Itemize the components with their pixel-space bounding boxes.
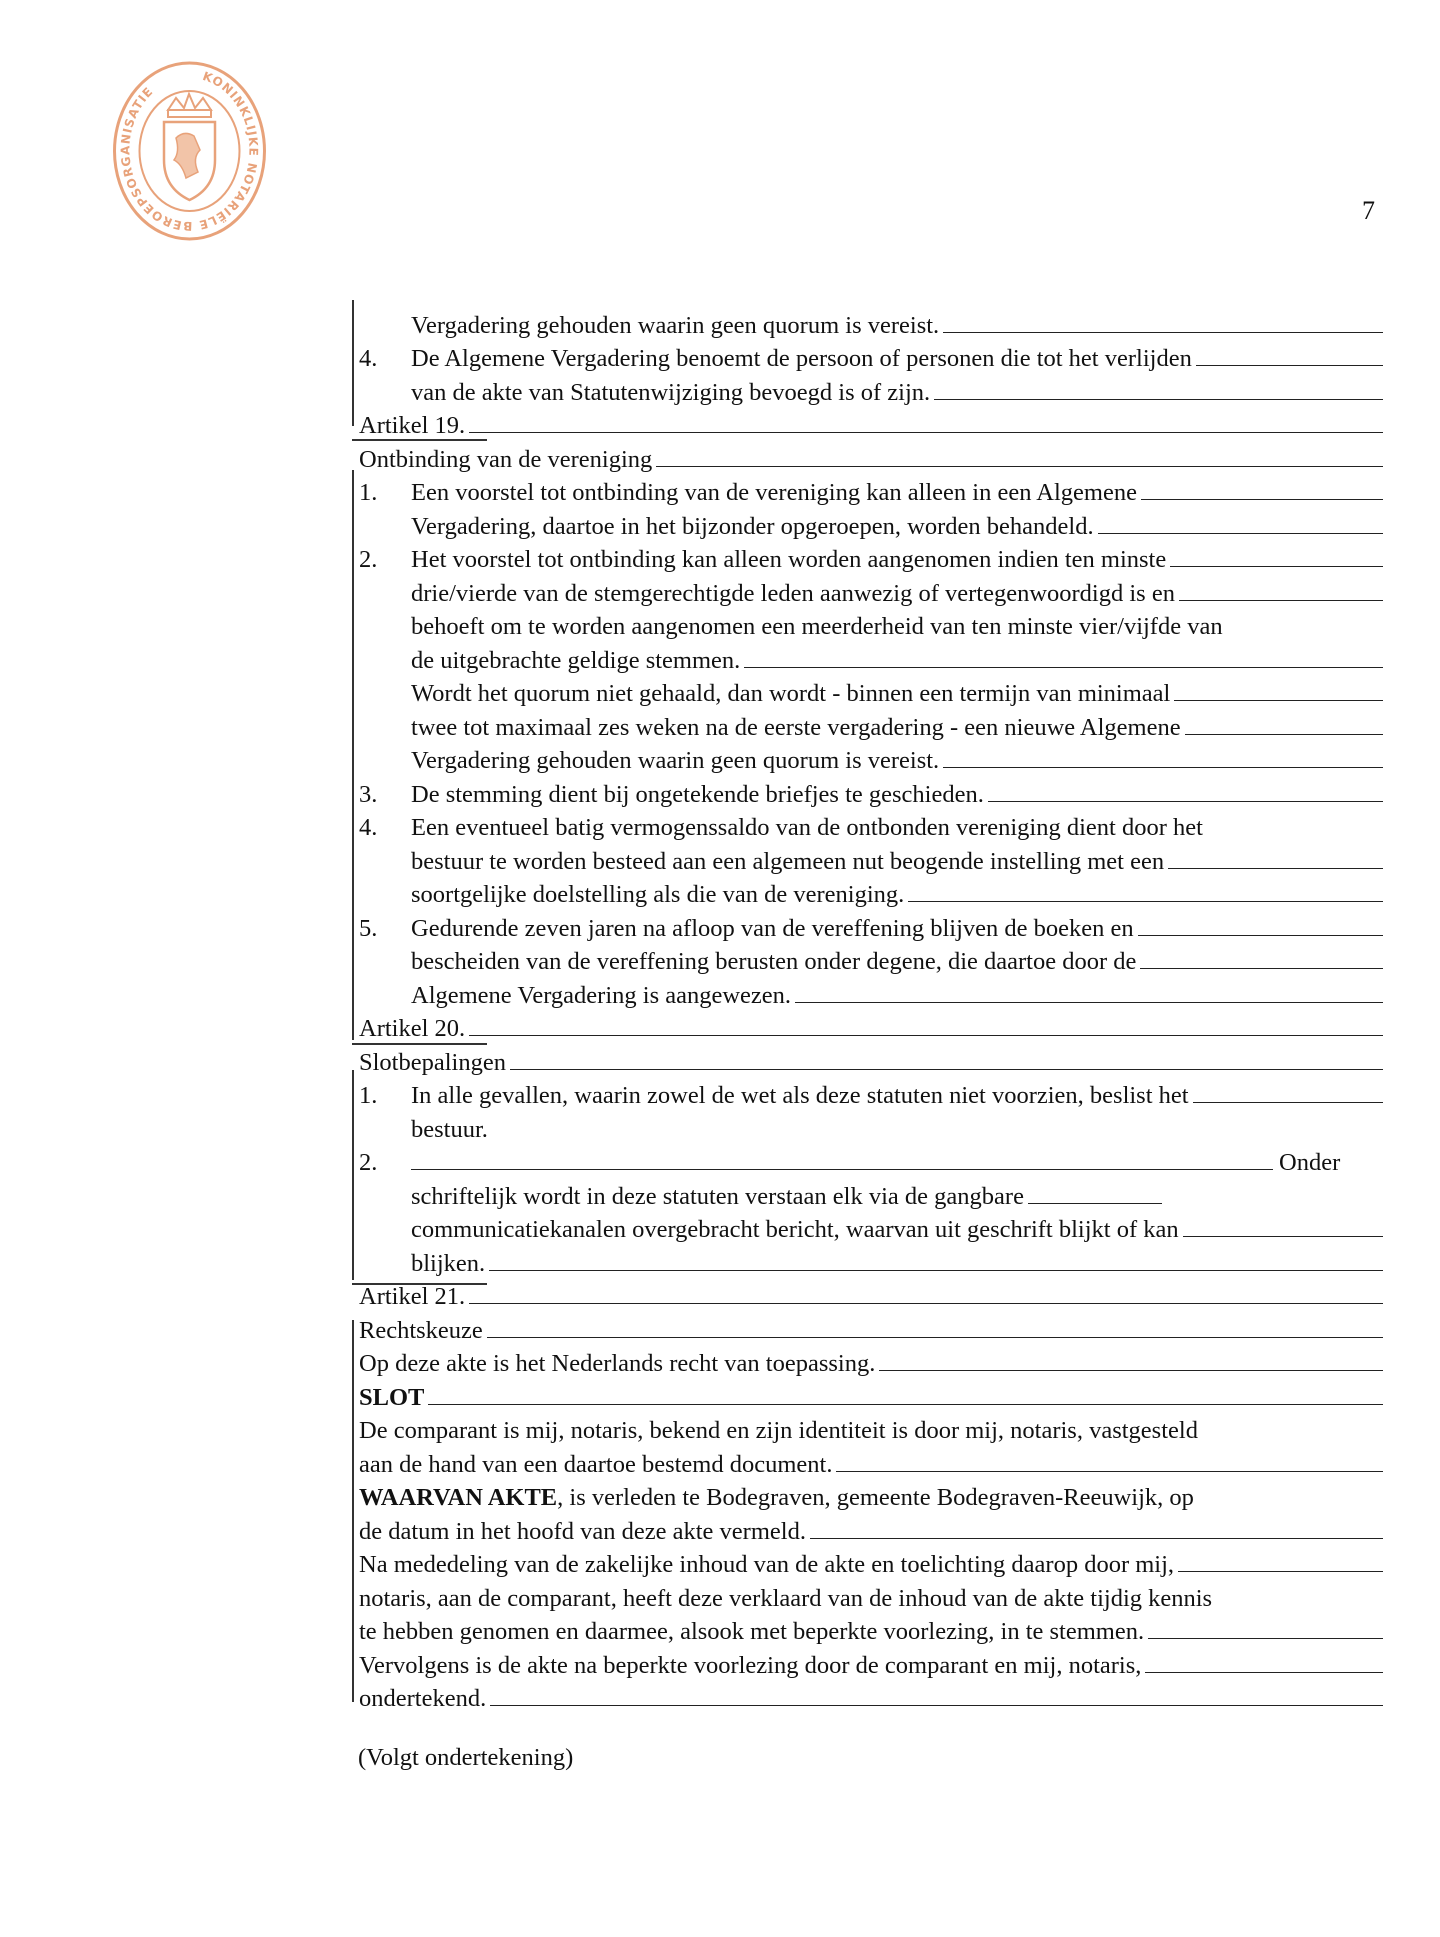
deed-body [355, 306, 1383, 1713]
text-line: Vergadering gehouden waarin geen quorum is vereist. [355, 306, 1383, 340]
text-line: WAARVAN AKTE, is verleden te Bodegraven, gemeente Bodegraven-Reeuwijk, op [359, 1484, 1194, 1511]
text-line: blijken. [355, 1244, 1383, 1278]
text-line: bescheiden van de vereffening berusten onder degene, die daartoe door de [355, 943, 1383, 977]
text-line: de datum in het hoofd van deze akte vermeld. [355, 1512, 1383, 1546]
text-line: 2. Het voorstel tot ontbinding kan alleen worden aangenomen indien ten minste [355, 541, 1383, 575]
text-line: 2. Onder [359, 1149, 1341, 1176]
text-line: 4. Een eventueel batig vermogenssaldo van de ontbonden vereniging dient door het [359, 814, 1203, 841]
text-line: De comparant is mij, notaris, bekend en zijn identiteit is door mij, notaris, vastgesteld [359, 1417, 1198, 1444]
text-line: 1. Een voorstel tot ontbinding van de vereniging kan alleen in een Algemene [355, 474, 1383, 508]
text-line: 4. De Algemene Vergadering benoemt de persoon of personen die tot het verlijden [355, 340, 1383, 374]
text-line: Vervolgens is de akte na beperkte voorlezing door de comparant en mij, notaris, [355, 1646, 1383, 1680]
text-line: soortgelijke doelstelling als die van de vereniging. [355, 876, 1383, 910]
text-line: 1. In alle gevallen, waarin zowel de wet als deze statuten niet voorzien, beslist het [355, 1077, 1383, 1111]
text-line: van de akte van Statutenwijziging bevoegd is of zijn. [355, 373, 1383, 407]
text-line: aan de hand van een daartoe bestemd document. [355, 1445, 1383, 1479]
section-heading: Rechtskeuze [355, 1311, 1383, 1345]
text-line: Wordt het quorum niet gehaald, dan wordt - binnen een termijn van minimaal [355, 675, 1383, 709]
text-line: ondertekend. [355, 1680, 1383, 1714]
article-heading: Artikel 19. [355, 407, 1383, 441]
section-heading: Slotbepalingen [355, 1043, 1383, 1077]
text-line: te hebben genomen en daarmee, alsook met beperkte voorlezing, in te stemmen. [355, 1613, 1383, 1647]
section-heading: Ontbinding van de vereniging [355, 440, 1383, 474]
section-heading: SLOT [355, 1378, 1383, 1412]
text-line: communicatiekanalen overgebracht bericht, waarvan uit geschrift blijkt of kan [355, 1211, 1383, 1245]
text-line: Op deze akte is het Nederlands recht van toepassing. [355, 1345, 1383, 1379]
text-line: bestuur te worden besteed aan een algemeen nut beogende instelling met een [355, 842, 1383, 876]
text-line: notaris, aan de comparant, heeft deze verklaard van de inhoud van de akte tijdig kennis [359, 1584, 1213, 1612]
text-line: 5. Gedurende zeven jaren na afloop van de vereffening blijven de boeken en [355, 909, 1383, 943]
text-line: behoeft om te worden aangenomen een meerderheid van ten minste vier/vijfde van [411, 613, 1223, 640]
text-line: Algemene Vergadering is aangewezen. [355, 976, 1383, 1010]
text-line: 3. De stemming dient bij ongetekende briefjes te geschieden. [355, 775, 1383, 809]
article-heading: Artikel 21. [355, 1278, 1383, 1312]
text-line: drie/vierde van de stemgerechtigde leden aanwezig of vertegenwoordigd is en [355, 574, 1383, 608]
text-line: bestuur. [411, 1115, 488, 1143]
notary-seal-icon [112, 60, 267, 242]
text-line: Vergadering, daartoe in het bijzonder opgeroepen, worden behandeld. [355, 507, 1383, 541]
text-line: Vergadering gehouden waarin geen quorum is vereist. [355, 742, 1383, 776]
signature-note: (Volgt ondertekening) [358, 1744, 574, 1771]
article-heading: Artikel 20. [355, 1010, 1383, 1044]
text-line: twee tot maximaal zes weken na de eerste vergadering - een nieuwe Algemene [355, 708, 1383, 742]
text-line: schriftelijk wordt in deze statuten verstaan elk via de gangbare [355, 1177, 1383, 1211]
text-line: Na mededeling van de zakelijke inhoud van de akte en toelichting daarop door mij, [355, 1546, 1383, 1580]
svg-text:KONINKLIJKE NOTARIËLE BEROEPSO: KONINKLIJKE NOTARIËLE BEROEPSORGANISATIE [118, 68, 261, 234]
page-number: 7 [1362, 196, 1375, 225]
text-line: de uitgebrachte geldige stemmen. [355, 641, 1383, 675]
